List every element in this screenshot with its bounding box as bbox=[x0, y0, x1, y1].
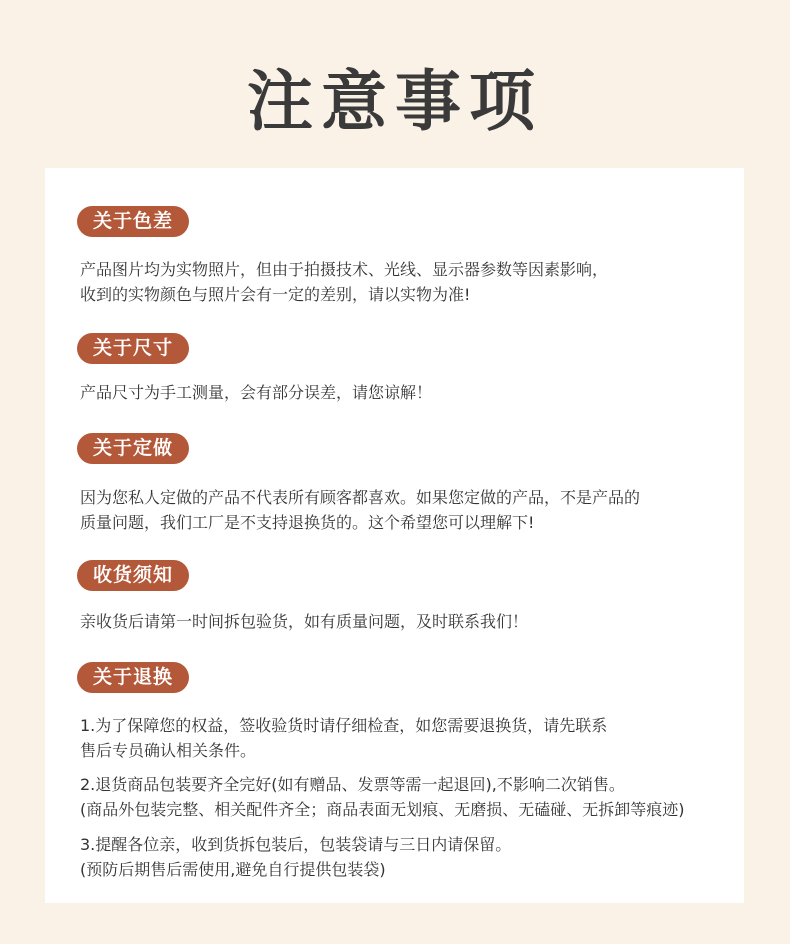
size-line-1: 产品尺寸为手工测量，会有部分误差，请您谅解！ bbox=[80, 383, 433, 402]
section-badge-custom: 关于定做 bbox=[77, 433, 189, 464]
receiving-line-1: 亲收货后请第一时间拆包验货，如有质量问题，及时联系我们！ bbox=[80, 612, 529, 631]
returns-item-1-line-1: 1.为了保障您的权益，签收验货时请仔细检查，如您需要退换货，请先联系 bbox=[80, 716, 608, 735]
returns-item-2-line-1: 2.退货商品包装要齐全完好(如有赠品、发票等需一起退回),不影响二次销售。 bbox=[80, 775, 625, 794]
custom-line-2: 质量问题，我们工厂是不支持退换货的。这个希望您可以理解下! bbox=[80, 513, 535, 532]
returns-item-2-line-2: (商品外包装完整、相关配件齐全；商品表面无划痕、无磨损、无磕碰、无拆卸等痕迹) bbox=[80, 800, 685, 819]
notice-card bbox=[45, 168, 744, 903]
section-badge-color-difference: 关于色差 bbox=[77, 206, 189, 237]
returns-item-1-line-2: 售后专员确认相关条件。 bbox=[80, 741, 257, 760]
returns-item-3-line-1: 3.提醒各位亲，收到货拆包装后，包装袋请与三日内请保留。 bbox=[80, 835, 512, 854]
color-difference-line-1: 产品图片均为实物照片，但由于拍摄技术、光线、显示器参数等因素影响， bbox=[80, 260, 609, 279]
section-badge-returns: 关于退换 bbox=[77, 662, 189, 693]
section-badge-size: 关于尺寸 bbox=[77, 333, 189, 364]
color-difference-line-2: 收到的实物颜色与照片会有一定的差别，请以实物为准! bbox=[80, 285, 471, 304]
custom-line-1: 因为您私人定做的产品不代表所有顾客都喜欢。如果您定做的产品，不是产品的 bbox=[80, 488, 641, 507]
section-badge-receiving: 收货须知 bbox=[77, 560, 189, 591]
page-title: 注意事项 bbox=[247, 63, 543, 140]
returns-item-3-line-2: (预防后期售后需使用,避免自行提供包装袋) bbox=[80, 860, 386, 879]
